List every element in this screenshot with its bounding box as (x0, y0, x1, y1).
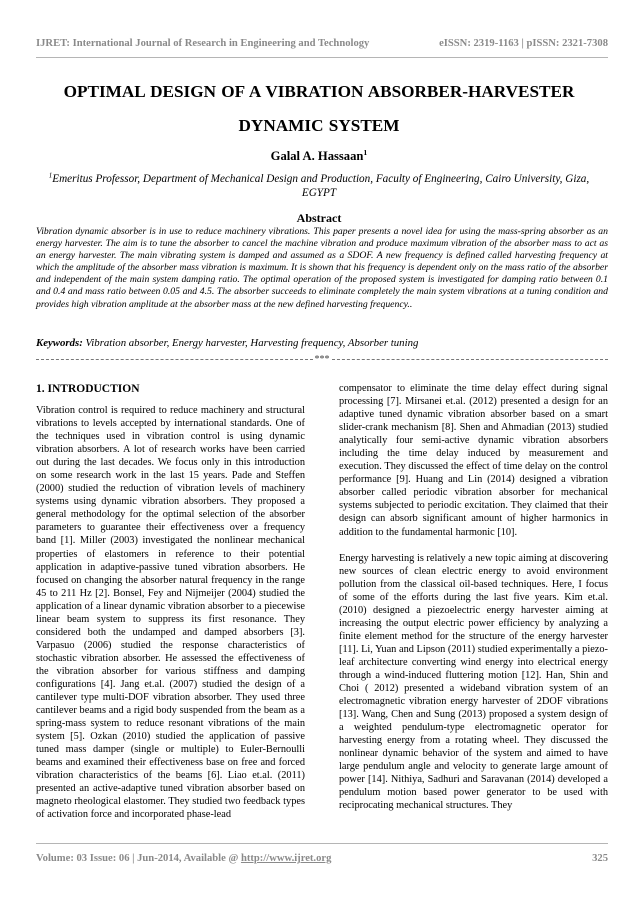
abstract-heading: Abstract (296, 211, 342, 225)
affiliation-superscript: 1 (48, 171, 53, 180)
affiliation (40, 172, 598, 200)
affiliation-text: Emeritus Professor, Department of Mechanical Design and Production, Faculty of Engineering, Cairo University, Giza, EGYPT (52, 173, 590, 199)
page-number: 325 (592, 853, 608, 864)
journal-url-link[interactable]: http://www.ijret.org (240, 853, 332, 864)
left-column (36, 382, 305, 822)
intro-paragraph-3: Energy harvesting is relatively a new topic aiming at discovering new sources of clean electric energy to avoid environment pollution from the classical oil-based techniques. Here, I focus of some of the efforts during the last five years. Kim et.al. (2010) designed a piezoelectric energy harvester aiming at increasing the output electric power efficiency by analyzing a finite element method for the structure of the energy harvester [11]. Li, Yuan and Lipson (2011) studied experimentally a piezo-leaf architecture converting wind energy into electrical energy through a wind-induced fluttering motion [12]. Han, Shin and Choi ( 2012) presented a wideband vibration system of an electromagnetic vibration energy harvester of 2DOF vibrations [13]. Wang, Chen and Sung (2013) proposed a system design of a weighted pendulum-type electromagnetic operator for harvesting energy from a rotating wheel. They discussed the nonlinear dynamic behavior of the system and aimed to have large pendulum angle and velocity to generate large amount of power [14]. Nithiya, Sadhuri and Saravanan (2014) developed a pendulum motion based power generator to be used with reciprocating mechanical structures. They (339, 552, 608, 812)
separator-dash-left (36, 359, 313, 360)
separator-stars: *** (314, 353, 330, 365)
running-header (36, 38, 608, 49)
introduction-heading: 1. INTRODUCTION (36, 383, 140, 395)
intro-paragraph-1: Vibration control is required to reduce machinery and structural vibrations to levels accepted by international standards. One of the techniques used in vibration control is using dynamic vibration absorbers. A lot of research works have been carried out during the last decades. We focus only in this introduction on some research work in the last 15 years. Pade and Steffen (2000) studied the reduction of vibration levels of machinery systems using dynamic vibration absorbers. They proposed a general methodology for the optimal selection of the absorber parameters to guarantee their effectiveness over a frequency band [1]. Miller (2003) investigated the nonlinear mechanical properties of elastomers in reference to their potential application in adaptive-passive tuned vibration absorbers. He focused on changing the absorber natural frequency in the range 45 to 211 Hz [2]. Bonsel, Fey and Nijmeijer (2004) studied the application of a linear dynamic vibration absorber to a piecewise linear beam system to suppress its first resonance. They considered both the undamped and damped absorbers [3]. Varpasuo (2006) studied the response characteristics of stochastic vibration absorber. He assessed the effectiveness of the vibration absorber for various stiffness and damping configurations [4]. Jang et.al. (2007) studied the design of a cantilever type multi-DOF vibration absorber. They used three cantilever beams and a rigid body suspended from the beam as a spring-mass system to reduce resonant vibrations of the main system [5]. Ozkan (2010) studied the application of passive tuned mass damper (single or multiple) to Euler-Bernoulli beams and examined their effectiveness base on free and forced vibration characteristics of the beams [6]. Liao et.al. (2011) presented an active-adaptive tuned vibration absorber based on magneto rheological elastomer. They studied two feedback types of activation force and incorporated phase-lead (36, 405, 305, 821)
right-column (339, 382, 608, 813)
intro-paragraph-2: compensator to eliminate the time delay effect during signal processing [7]. Mirsanei et.al. (2012) presented a design for an adaptive tuned dynamic vibration absorber based on a smart slider-crank mechanism [8]. Shen and Ahmadian (2013) studied analytically four semi-active dynamic vibration absorbers including the time delay induced by measurement and execution. They discussed the effect of time delay on the control performance [9]. Huang and Lin (2014) designed a vibration absorber called periodic vibration absorber for mechanical systems subjected to periodic excitation. They claimed that their design can absorb significant amount of higher harmonics in addition to the fundamental harmonic [10]. (339, 383, 608, 538)
section-separator (36, 352, 608, 366)
abstract-body: Vibration dynamic absorber is in use to reduce machinery vibrations. This paper presents a novel idea for using the mass-spring absorber as an energy harvester. The aim is to tune the absorber to cancel the machine vibration and produce maximum vibration of the absorber mass to act as an energy harvester. The main vibrating system is damped and assumed as a SDOF. A new frequency is defined called harvesting frequency at which the amplitude of the absorber mass vibration is maximum. It is shown that his frequency is dependent only on the mass ratio of the absorber and independent of the main system damping ratio. The optimal operation of the proposed system is investigated for damping ratio between 0.1 and 0.4 and mass ratio between 0.05 and 4.5. The absorber succeeds to eliminate completely the main system vibrations at a tuning condition and provides high vibration amplitude at the absorber mass at the new defined harvesting frequency.. (36, 226, 608, 310)
keywords-label: Keywords: (36, 337, 83, 349)
author-name: Galal A. Hassaan (270, 149, 364, 163)
footer-rule (36, 843, 608, 844)
author-line (0, 149, 638, 164)
journal-name: IJRET: International Journal of Research in Engineering and Technology (36, 38, 370, 49)
page-footer (36, 853, 608, 864)
separator-dash-right (332, 359, 609, 360)
paper-title: OPTIMAL DESIGN OF A VIBRATION ABSORBER-HARVESTER DYNAMIC SYSTEM (63, 82, 575, 135)
keywords-value: Vibration absorber, Energy harvester, Harvesting frequency, Absorber tuning (85, 337, 419, 349)
footer-volume-text: Volume: 03 Issue: 06 | Jun-2014, Available @ (36, 853, 241, 864)
header-rule (36, 57, 608, 58)
author-superscript: 1 (363, 147, 368, 157)
keywords (36, 337, 608, 349)
footer-volume (36, 853, 331, 864)
issn-info: eISSN: 2319-1163 | pISSN: 2321-7308 (439, 38, 608, 49)
